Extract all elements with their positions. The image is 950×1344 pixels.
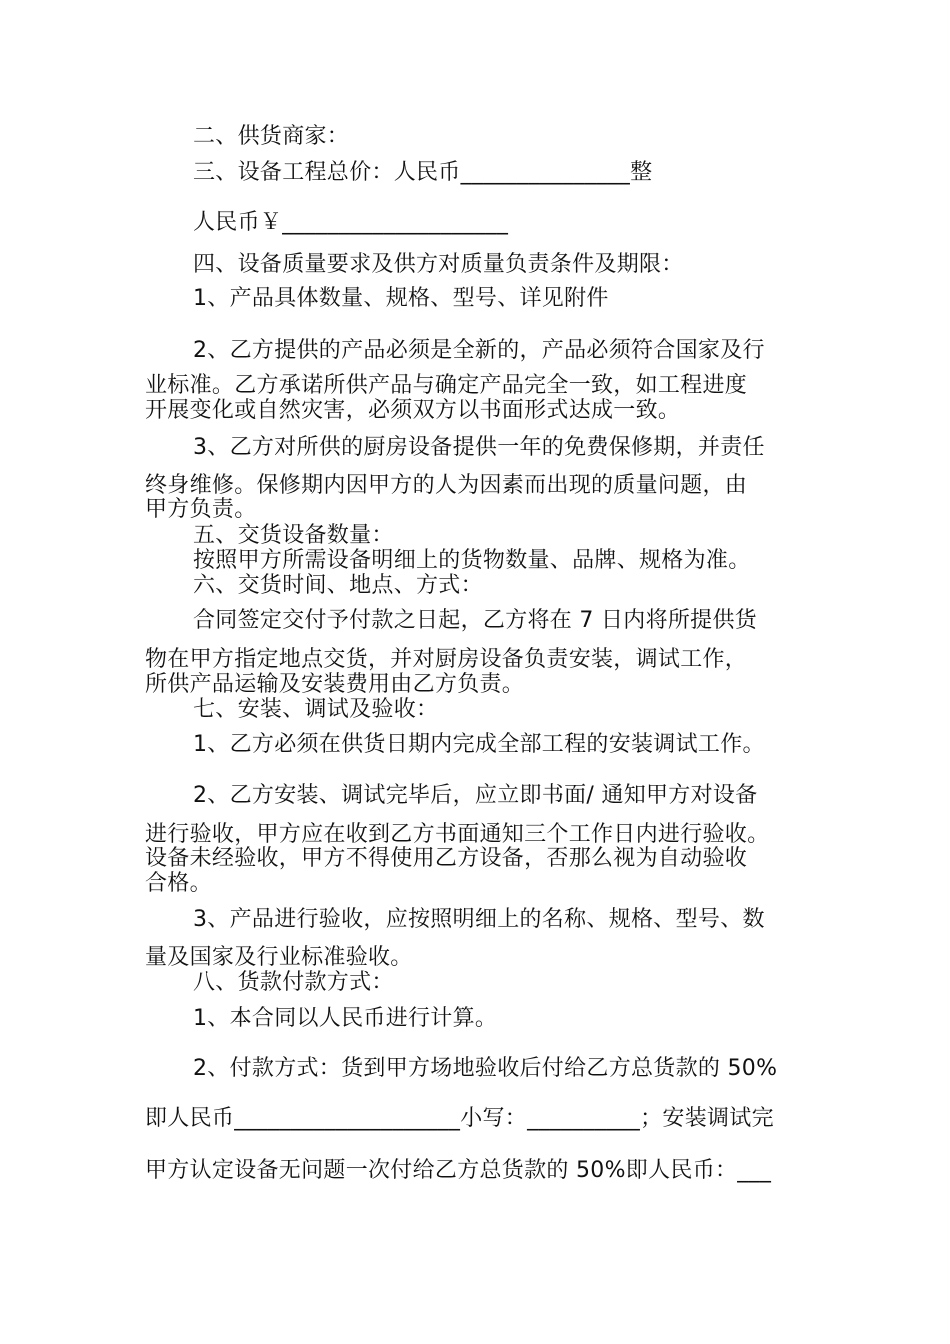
section-4-heading: 四、设备质量要求及供方对质量负责条件及期限： xyxy=(193,252,684,277)
section-3-rmb-amount: 人民币￥____________________ xyxy=(193,210,509,235)
section-8-item-2-line-1: 2、付款方式：货到甲方场地验收后付给乙方总货款的 50% xyxy=(193,1056,778,1081)
section-6-heading: 六、交货时间、地点、方式： xyxy=(193,573,483,598)
section-4-item-3-line-3: 甲方负责。 xyxy=(145,497,257,522)
section-6-text-line-1: 合同签定交付予付款之日起，乙方将在 7 日内将所提供货 xyxy=(193,608,758,633)
section-7-item-2-line-1: 2、乙方安装、调试完毕后，应立即书面/ 通知甲方对设备 xyxy=(193,783,758,808)
section-4-item-3-line-2: 终身维修。保修期内因甲方的人为因素而出现的质量问题，由 xyxy=(145,473,748,498)
section-4-item-3-line-1: 3、乙方对所供的厨房设备提供一年的免费保修期，并责任 xyxy=(193,435,765,460)
section-5-text: 按照甲方所需设备明细上的货物数量、品牌、规格为准。 xyxy=(193,548,751,573)
section-4-item-1: 1、产品具体数量、规格、型号、详见附件 xyxy=(193,286,609,311)
section-7-item-2-line-4: 合格。 xyxy=(145,871,212,896)
section-2-heading: 二、供货商家： xyxy=(193,124,350,149)
section-4-item-2-line-2: 业标准。乙方承诺所供产品与确定产品完全一致，如工程进度 xyxy=(145,373,748,398)
section-7-item-3-line-1: 3、产品进行验收，应按照明细上的名称、规格、型号、数 xyxy=(193,907,765,932)
section-4-item-2-line-1: 2、乙方提供的产品必须是全新的，产品必须符合国家及行 xyxy=(193,338,765,363)
section-6-text-line-3: 所供产品运输及安装费用由乙方负责。 xyxy=(145,672,525,697)
section-6-text-line-2: 物在甲方指定地点交货，并对厨房设备负责安装，调试工作， xyxy=(145,647,748,672)
section-7-item-1: 1、乙方必须在供货日期内完成全部工程的安装调试工作。 xyxy=(193,732,765,757)
section-4-item-2-line-3: 开展变化或自然灾害，必须双方以书面形式达成一致。 xyxy=(145,398,681,423)
section-7-item-2-line-2: 进行验收，甲方应在收到乙方书面通知三个工作日内进行验收。 xyxy=(145,822,770,847)
section-7-item-3-line-2: 量及国家及行业标准验收。 xyxy=(145,945,413,970)
section-7-item-2-line-3: 设备未经验收，甲方不得使用乙方设备，否那么视为自动验收 xyxy=(145,846,748,871)
section-8-heading: 八、货款付款方式： xyxy=(193,970,394,995)
section-8-item-2-line-2: 即人民币____________________小写：__________；安装调试完 xyxy=(145,1106,774,1131)
section-7-heading: 七、安装、调试及验收： xyxy=(193,697,439,722)
section-8-item-1: 1、本合同以人民币进行计算。 xyxy=(193,1006,498,1031)
section-8-item-2-line-3: 甲方认定设备无问题一次付给乙方总货款的 50%即人民币：___ xyxy=(145,1158,772,1183)
section-5-heading: 五、交货设备数量： xyxy=(193,523,394,548)
section-3-total-price: 三、设备工程总价：人民币_______________整 xyxy=(193,160,653,185)
